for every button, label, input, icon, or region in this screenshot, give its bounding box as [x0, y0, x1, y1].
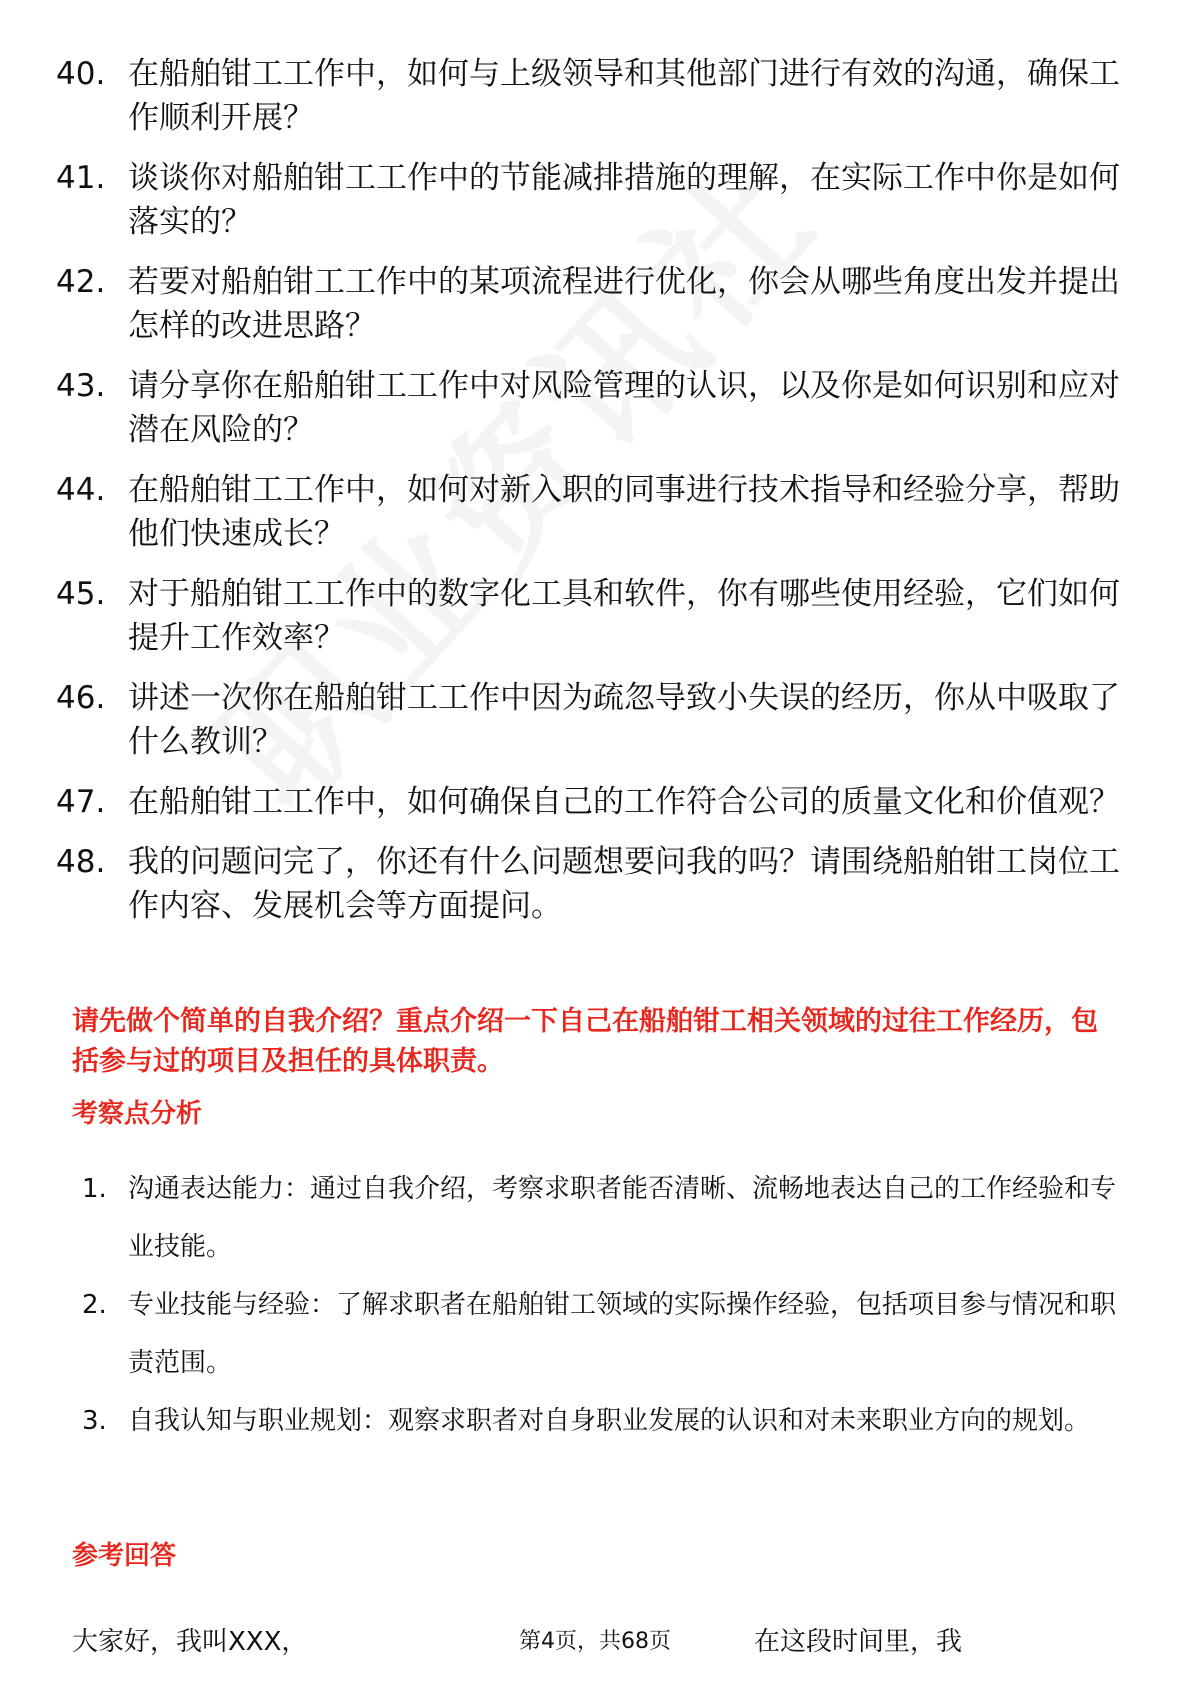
analysis-text: 自我认知与职业规划：观察求职者对自身职业发展的认识和对未来职业方向的规划。 [128, 1406, 1091, 1436]
question-number: 46. [56, 680, 106, 716]
analysis-number: 2. [82, 1290, 107, 1320]
question-number: 44. [56, 472, 106, 508]
question-text: 在船舶钳工工作中，如何与上级领导和其他部门进行有效的沟通，确保工作顺利开展？ [128, 56, 1120, 136]
question-number: 48. [56, 844, 106, 880]
answer-text-end: 在这段时间里，我 [753, 1627, 962, 1657]
question-text: 讲述一次你在船舶钳工工作中因为疏忽导致小失误的经历，你从中吸取了什么教训？ [128, 680, 1120, 760]
question-text: 在船舶钳工工作中，如何对新入职的同事进行技术指导和经验分享，帮助他们快速成长？ [128, 472, 1120, 552]
analysis-number: 3. [82, 1406, 107, 1436]
question-number: 40. [56, 56, 106, 92]
analysis-item [82, 1276, 1122, 1392]
question-text: 对于船舶钳工工作中的数字化工具和软件，你有哪些使用经验，它们如何提升工作效率？ [128, 576, 1120, 656]
question-text: 在船舶钳工工作中，如何确保自己的工作符合公司的质量文化和价值观？ [128, 784, 1120, 820]
question-item [56, 840, 1136, 928]
analysis-text: 沟通表达能力：通过自我介绍，考察求职者能否清晰、流畅地表达自己的工作经验和专业技能。 [128, 1174, 1117, 1262]
analysis-item [82, 1160, 1122, 1276]
highlighted-question: 请先做个简单的自我介绍？重点介绍一下自己在船舶钳工相关领域的过往工作经历，包括参与过的项目及担任的具体职责。 [72, 1006, 1098, 1077]
question-number: 47. [56, 784, 106, 820]
question-number: 41. [56, 160, 106, 196]
question-text: 谈谈你对船舶钳工工作中的节能减排措施的理解，在实际工作中你是如何落实的？ [128, 160, 1120, 240]
question-item [56, 780, 1136, 824]
question-list [56, 52, 1136, 944]
question-item [56, 364, 1136, 452]
analysis-number: 1. [82, 1174, 107, 1204]
analysis-text: 专业技能与经验：了解求职者在船舶钳工领域的实际操作经验，包括项目参与情况和职责范围。 [128, 1290, 1117, 1378]
page-number-footer: 第4页，共68页 [519, 1629, 671, 1654]
question-item [56, 572, 1136, 660]
question-item [56, 52, 1136, 140]
question-text: 请分享你在船舶钳工工作中对风险管理的认识，以及你是如何识别和应对潜在风险的？ [128, 368, 1120, 448]
question-text: 若要对船舶钳工工作中的某项流程进行优化，你会从哪些角度出发并提出怎样的改进思路？ [128, 264, 1120, 344]
question-number: 45. [56, 576, 106, 612]
analysis-section-title: 考察点分析 [72, 1099, 203, 1129]
question-number: 42. [56, 264, 106, 300]
answer-text-start: 大家好，我叫XXX， [72, 1627, 308, 1657]
analysis-item [82, 1392, 1122, 1450]
question-item [56, 676, 1136, 764]
question-number: 43. [56, 368, 106, 404]
question-text: 我的问题问完了，你还有什么问题想要问我的吗？请围绕船舶钳工岗位工作内容、发展机会等方面提问。 [128, 844, 1120, 924]
question-item [56, 468, 1136, 556]
question-item [56, 156, 1136, 244]
analysis-list [82, 1160, 1122, 1450]
answer-section-title: 参考回答 [72, 1541, 177, 1571]
question-item [56, 260, 1136, 348]
